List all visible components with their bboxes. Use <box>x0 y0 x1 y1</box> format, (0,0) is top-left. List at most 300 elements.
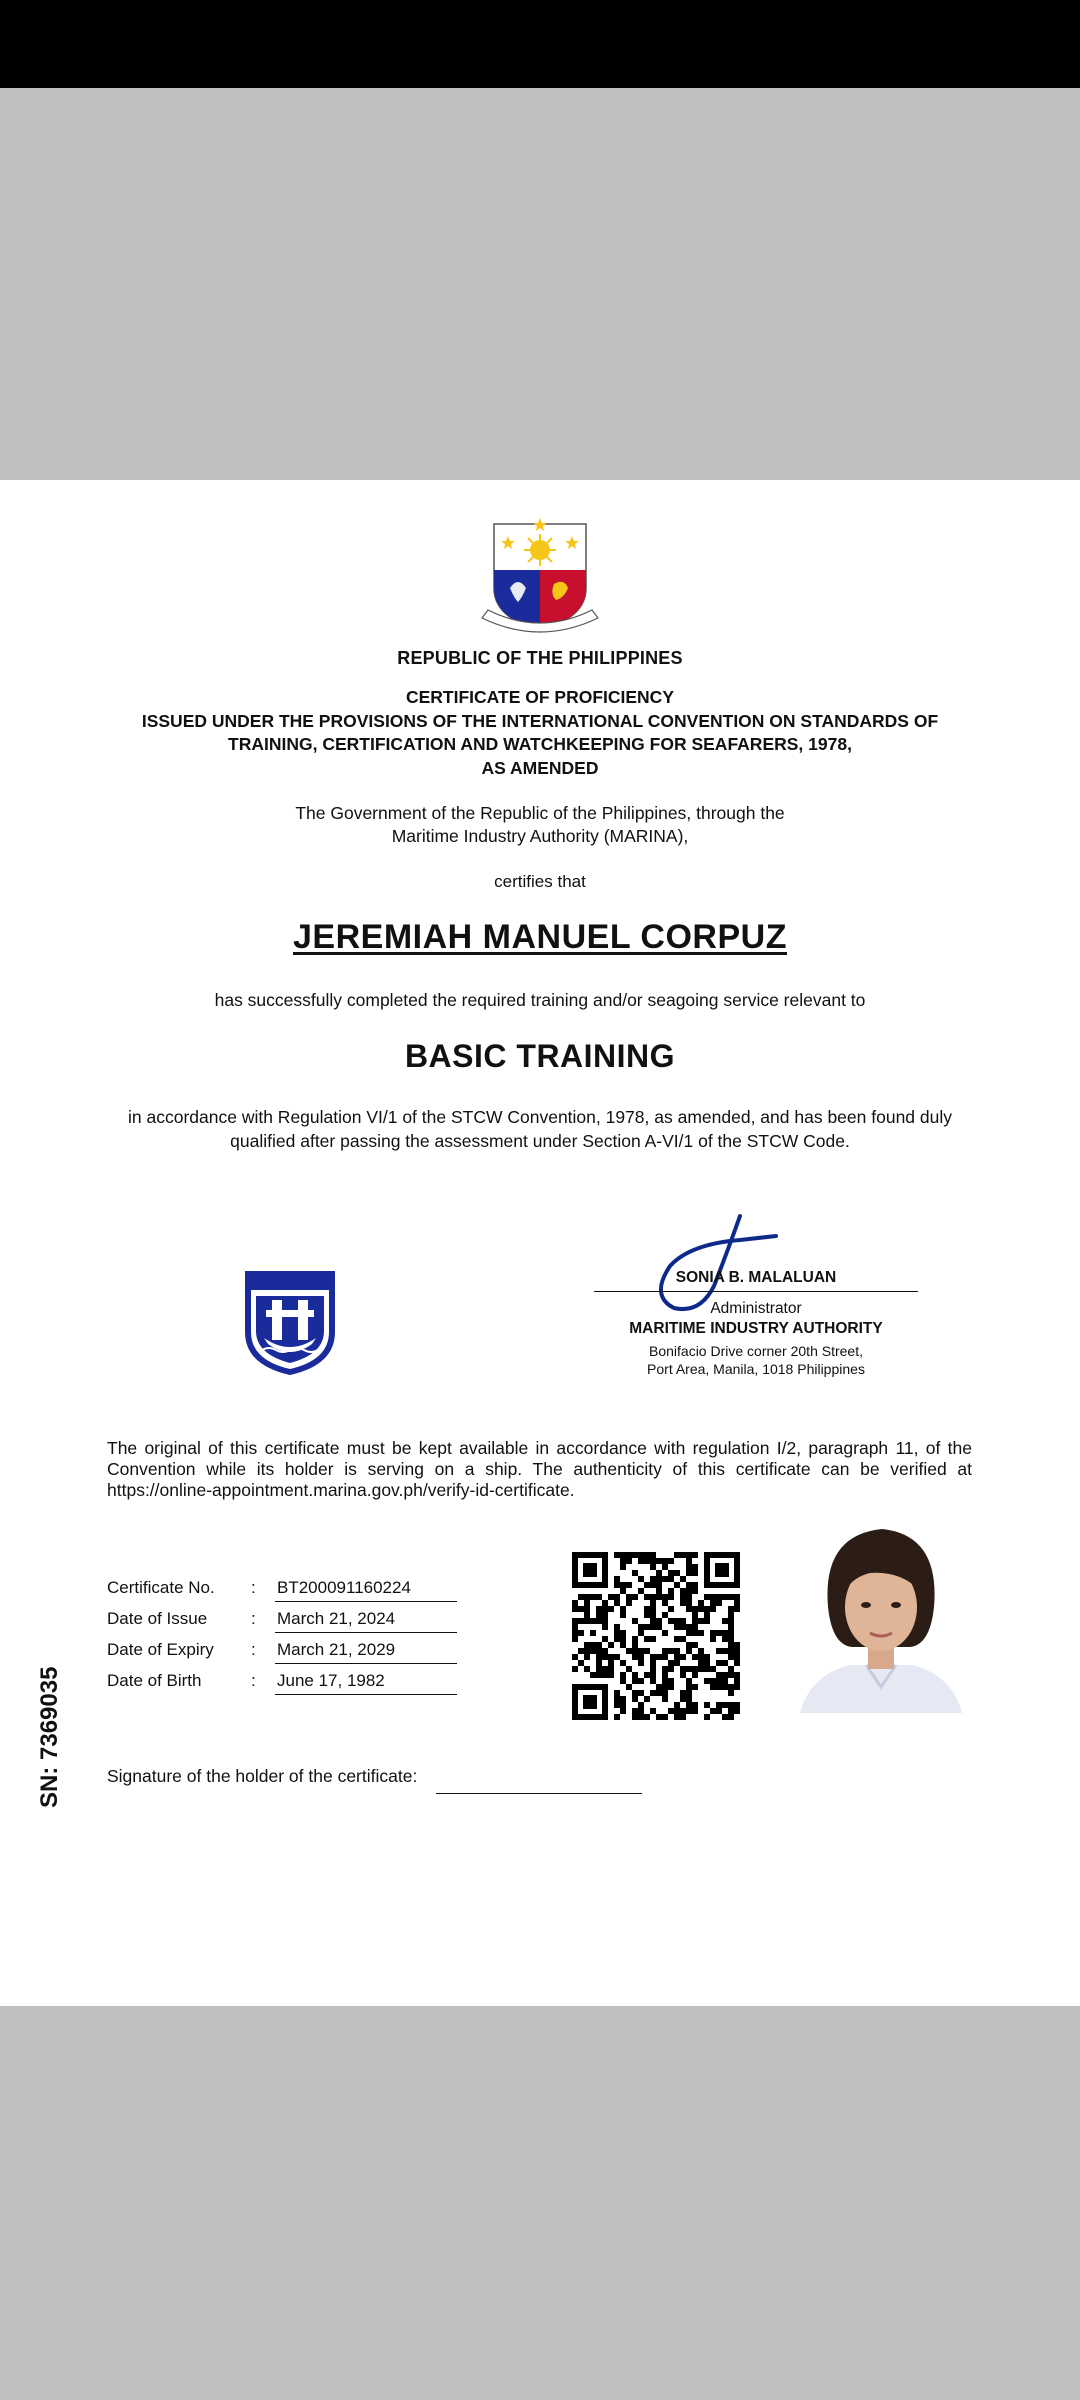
issued-line-1: ISSUED UNDER THE PROVISIONS OF THE INTERNATIONAL CONVENTION ON STANDARDS OF <box>141 710 939 731</box>
qr-module <box>572 1624 578 1630</box>
qr-module <box>668 1588 674 1594</box>
address-line-1: Bonifacio Drive corner 20th Street, <box>649 1343 863 1359</box>
issued-line-3: AS AMENDED <box>481 757 599 778</box>
qr-module <box>638 1660 644 1666</box>
qr-module <box>602 1624 608 1630</box>
qr-module <box>650 1558 656 1564</box>
qr-module <box>608 1594 614 1600</box>
qr-module <box>734 1594 740 1600</box>
qr-module <box>632 1642 638 1648</box>
qr-module <box>644 1612 650 1618</box>
qr-module <box>584 1606 590 1612</box>
qr-module <box>722 1618 728 1624</box>
qr-module <box>698 1600 704 1606</box>
qr-module <box>638 1690 644 1696</box>
qr-module <box>620 1612 626 1618</box>
qr-module <box>602 1654 608 1660</box>
qr-module <box>608 1606 614 1612</box>
qr-module <box>716 1672 722 1678</box>
qr-module <box>728 1666 734 1672</box>
detail-colon: : <box>251 1578 256 1597</box>
qr-module <box>608 1660 614 1666</box>
qr-module <box>662 1684 668 1690</box>
qr-module <box>722 1636 728 1642</box>
address-line-2: Port Area, Manila, 1018 Philippines <box>647 1361 865 1377</box>
qr-module <box>698 1660 704 1666</box>
qr-module <box>608 1666 614 1672</box>
qr-module <box>596 1654 602 1660</box>
qr-module <box>692 1708 698 1714</box>
qr-module <box>710 1594 716 1600</box>
qr-module <box>674 1660 680 1666</box>
qr-module <box>614 1594 620 1600</box>
qr-module <box>734 1648 740 1654</box>
qr-module <box>734 1702 740 1708</box>
completion-statement: has successfully completed the required training and/or seagoing service relevant to <box>214 990 866 1010</box>
qr-module <box>668 1558 674 1564</box>
qr-module <box>596 1666 602 1672</box>
qr-module <box>644 1594 650 1600</box>
qr-module <box>710 1600 716 1606</box>
qr-module <box>626 1684 632 1690</box>
signatory-address <box>594 1342 918 1378</box>
qr-module <box>692 1552 698 1558</box>
qr-module <box>704 1714 710 1720</box>
qr-module <box>686 1702 692 1708</box>
qr-module <box>680 1594 686 1600</box>
qr-module <box>572 1636 578 1642</box>
qr-module <box>668 1570 674 1576</box>
qr-module <box>608 1642 614 1648</box>
qr-module <box>632 1708 638 1714</box>
qr-module <box>644 1648 650 1654</box>
qr-module <box>614 1600 620 1606</box>
qr-module <box>602 1666 608 1672</box>
qr-module <box>662 1666 668 1672</box>
qr-module <box>668 1660 674 1666</box>
detail-value: BT200091160224 <box>277 1578 411 1597</box>
qr-module <box>704 1654 710 1660</box>
qr-module <box>590 1618 596 1624</box>
qr-module <box>698 1606 704 1612</box>
qr-module <box>644 1582 650 1588</box>
detail-underline <box>275 1601 457 1602</box>
qr-module <box>620 1708 626 1714</box>
qr-module <box>680 1654 686 1660</box>
qr-module <box>710 1684 716 1690</box>
qr-module <box>638 1558 644 1564</box>
qr-module <box>686 1570 692 1576</box>
qr-module <box>650 1618 656 1624</box>
qr-module <box>680 1576 686 1582</box>
qr-module <box>722 1672 728 1678</box>
qr-module <box>656 1588 662 1594</box>
qr-module <box>716 1660 722 1666</box>
qr-module <box>710 1678 716 1684</box>
qr-module <box>716 1684 722 1690</box>
qr-module <box>638 1702 644 1708</box>
qr-module <box>578 1660 584 1666</box>
qr-module <box>650 1678 656 1684</box>
qr-module <box>698 1648 704 1654</box>
qr-module <box>638 1576 644 1582</box>
qr-module <box>686 1666 692 1672</box>
qr-module <box>572 1600 578 1606</box>
qr-module <box>704 1594 710 1600</box>
qr-module <box>632 1618 638 1624</box>
qr-module <box>686 1630 692 1636</box>
qr-module <box>704 1678 710 1684</box>
qr-module <box>734 1672 740 1678</box>
qr-module <box>668 1684 674 1690</box>
qr-module <box>650 1636 656 1642</box>
philippine-coat-of-arms-icon <box>472 510 608 640</box>
detail-colon: : <box>251 1671 256 1690</box>
qr-module <box>614 1576 620 1582</box>
qr-module <box>614 1654 620 1660</box>
qr-module <box>692 1654 698 1660</box>
qr-module <box>650 1660 656 1666</box>
qr-module <box>650 1576 656 1582</box>
qr-module <box>668 1666 674 1672</box>
qr-module <box>596 1618 602 1624</box>
qr-module <box>644 1714 650 1720</box>
qr-module <box>614 1690 620 1696</box>
qr-module <box>704 1666 710 1672</box>
qr-module <box>722 1648 728 1654</box>
detail-label: Date of Issue <box>107 1609 208 1628</box>
qr-module <box>656 1624 662 1630</box>
detail-row <box>107 1665 467 1696</box>
qr-module <box>620 1564 626 1570</box>
qr-module <box>662 1564 668 1570</box>
qr-module <box>674 1624 680 1630</box>
qr-module <box>728 1630 734 1636</box>
qr-module <box>590 1648 596 1654</box>
qr-module <box>602 1672 608 1678</box>
qr-module <box>644 1672 650 1678</box>
certificate-document <box>0 480 1080 2006</box>
status-bar <box>0 0 1080 88</box>
qr-module <box>692 1672 698 1678</box>
qr-module <box>686 1582 692 1588</box>
qr-module <box>638 1648 644 1654</box>
qr-module <box>716 1648 722 1654</box>
qr-module <box>638 1654 644 1660</box>
qr-module <box>590 1642 596 1648</box>
qr-module <box>728 1672 734 1678</box>
detail-label: Certificate No. <box>107 1578 215 1597</box>
qr-module <box>614 1714 620 1720</box>
qr-module <box>656 1654 662 1660</box>
qr-module <box>620 1606 626 1612</box>
qr-module <box>686 1678 692 1684</box>
qr-module <box>590 1672 596 1678</box>
qr-module <box>656 1576 662 1582</box>
qr-module <box>578 1618 584 1624</box>
qr-module <box>596 1660 602 1666</box>
qr-module <box>620 1636 626 1642</box>
government-statement <box>0 802 1080 848</box>
qr-module <box>656 1594 662 1600</box>
qr-module <box>656 1582 662 1588</box>
qr-module <box>614 1696 620 1702</box>
government-line-1: The Government of the Republic of the Philippines, through the <box>295 803 785 823</box>
qr-module <box>614 1624 620 1630</box>
qr-module <box>680 1708 686 1714</box>
qr-module <box>680 1714 686 1720</box>
issued-line-2: TRAINING, CERTIFICATION AND WATCHKEEPING FOR SEAFARERS, 1978, <box>228 734 852 754</box>
qr-module <box>650 1690 656 1696</box>
qr-module <box>698 1666 704 1672</box>
detail-row <box>107 1634 467 1665</box>
holder-signature-line[interactable] <box>436 1793 642 1794</box>
qr-module <box>644 1558 650 1564</box>
qr-module <box>692 1618 698 1624</box>
qr-module <box>680 1618 686 1624</box>
qr-module <box>644 1606 650 1612</box>
qr-module <box>692 1702 698 1708</box>
qr-module <box>638 1714 644 1720</box>
qr-module <box>650 1672 656 1678</box>
qr-module <box>692 1666 698 1672</box>
detail-colon: : <box>251 1640 256 1659</box>
qr-module <box>590 1630 596 1636</box>
qr-module <box>722 1702 728 1708</box>
qr-module <box>710 1666 716 1672</box>
qr-module <box>674 1552 680 1558</box>
qr-module <box>716 1678 722 1684</box>
qr-module <box>686 1552 692 1558</box>
qr-module <box>620 1678 626 1684</box>
qr-module <box>584 1654 590 1660</box>
qr-module <box>692 1612 698 1618</box>
qr-module <box>650 1564 656 1570</box>
qr-module <box>644 1636 650 1642</box>
qr-module <box>680 1636 686 1642</box>
qr-module <box>710 1630 716 1636</box>
qr-module <box>686 1648 692 1654</box>
qr-module <box>638 1624 644 1630</box>
qr-module <box>680 1696 686 1702</box>
qr-module <box>668 1576 674 1582</box>
qr-module <box>674 1570 680 1576</box>
government-line-2: Maritime Industry Authority (MARINA), <box>391 826 689 846</box>
qr-module <box>728 1636 734 1642</box>
qr-module <box>674 1636 680 1642</box>
qr-module <box>638 1678 644 1684</box>
qr-module <box>674 1618 680 1624</box>
qr-module <box>632 1594 638 1600</box>
qr-module <box>704 1702 710 1708</box>
qr-module <box>698 1618 704 1624</box>
certificate-title: CERTIFICATE OF PROFICIENCY <box>405 687 674 707</box>
qr-module <box>602 1600 608 1606</box>
qr-module <box>638 1708 644 1714</box>
regulation-statement: in accordance with Regulation VI/1 of the STCW Convention, 1978, as amended, and has been found duly qualified after passing the assessment under Section A-VI/1 of the STCW Code. <box>128 1107 952 1151</box>
holder-photo <box>790 1515 972 1713</box>
qr-module <box>710 1636 716 1642</box>
qr-module <box>686 1588 692 1594</box>
qr-module <box>584 1612 590 1618</box>
qr-module <box>608 1672 614 1678</box>
marina-logo-icon <box>242 1268 338 1378</box>
qr-module <box>674 1702 680 1708</box>
qr-module <box>686 1564 692 1570</box>
qr-module <box>692 1684 698 1690</box>
qr-module <box>686 1684 692 1690</box>
qr-code-icon[interactable] <box>572 1552 740 1720</box>
qr-module <box>728 1618 734 1624</box>
qr-module <box>650 1708 656 1714</box>
qr-module <box>728 1708 734 1714</box>
qr-module <box>680 1588 686 1594</box>
qr-module <box>728 1690 734 1696</box>
detail-row <box>107 1603 467 1634</box>
qr-module <box>656 1684 662 1690</box>
qr-module <box>722 1660 728 1666</box>
qr-module <box>584 1594 590 1600</box>
qr-module <box>662 1612 668 1618</box>
qr-module <box>614 1552 620 1558</box>
qr-module <box>734 1606 740 1612</box>
qr-module <box>626 1600 632 1606</box>
detail-label: Date of Birth <box>107 1671 202 1690</box>
qr-module <box>680 1672 686 1678</box>
republic-heading: REPUBLIC OF THE PHILIPPINES <box>397 648 683 668</box>
holder-signature-label: Signature of the holder of the certificate: <box>107 1766 418 1786</box>
qr-module <box>620 1630 626 1636</box>
qr-module <box>728 1702 734 1708</box>
qr-module <box>656 1570 662 1576</box>
qr-module <box>686 1594 692 1600</box>
qr-module <box>692 1606 698 1612</box>
qr-module <box>596 1648 602 1654</box>
qr-module <box>620 1660 626 1666</box>
qr-module <box>650 1654 656 1660</box>
qr-module <box>626 1582 632 1588</box>
qr-module <box>572 1654 578 1660</box>
qr-module <box>572 1618 578 1624</box>
qr-module <box>704 1606 710 1612</box>
qr-module <box>686 1642 692 1648</box>
detail-value: March 21, 2029 <box>277 1640 396 1659</box>
qr-module <box>596 1672 602 1678</box>
detail-underline <box>275 1663 457 1664</box>
qr-module <box>710 1708 716 1714</box>
qr-module <box>632 1648 638 1654</box>
qr-module <box>596 1642 602 1648</box>
qr-module <box>686 1708 692 1714</box>
qr-module <box>728 1648 734 1654</box>
qr-module <box>692 1642 698 1648</box>
authenticity-notice: The original of this certificate must be kept available in accordance with regulation I/2, paragraph 11, of the Convention while its holder is serving on a ship. The authenticity of this certificate can be verified at https://online-appointment.marina.gov.ph/verify-id-certificate. <box>107 1438 972 1500</box>
qr-module <box>662 1654 668 1660</box>
qr-module <box>668 1678 674 1684</box>
qr-module <box>644 1696 650 1702</box>
qr-module <box>734 1642 740 1648</box>
qr-module <box>674 1582 680 1588</box>
qr-module <box>698 1630 704 1636</box>
qr-module <box>584 1642 590 1648</box>
qr-module <box>722 1678 728 1684</box>
qr-module <box>650 1600 656 1606</box>
qr-module <box>656 1714 662 1720</box>
qr-module <box>620 1552 626 1558</box>
qr-module <box>704 1618 710 1624</box>
qr-module <box>602 1648 608 1654</box>
qr-module <box>650 1594 656 1600</box>
qr-module <box>674 1648 680 1654</box>
qr-module <box>680 1552 686 1558</box>
qr-module <box>626 1558 632 1564</box>
qr-module <box>650 1612 656 1618</box>
qr-module <box>662 1678 668 1684</box>
qr-module <box>584 1600 590 1606</box>
qr-module <box>716 1600 722 1606</box>
qr-module <box>620 1702 626 1708</box>
qr-module <box>668 1618 674 1624</box>
signatory-name: SONIA B. MALALUAN <box>675 1269 837 1286</box>
qr-module <box>620 1672 626 1678</box>
signatory-organization: MARITIME INDUSTRY AUTHORITY <box>629 1320 883 1337</box>
qr-module <box>662 1696 668 1702</box>
qr-module <box>614 1702 620 1708</box>
qr-module <box>734 1684 740 1690</box>
qr-module <box>578 1606 584 1612</box>
qr-module <box>662 1558 668 1564</box>
qr-module <box>644 1624 650 1630</box>
qr-module <box>734 1678 740 1684</box>
qr-module <box>692 1630 698 1636</box>
qr-module <box>626 1666 632 1672</box>
qr-module <box>662 1672 668 1678</box>
qr-module <box>722 1684 728 1690</box>
detail-value: March 21, 2024 <box>277 1609 396 1628</box>
qr-module <box>662 1600 668 1606</box>
qr-module <box>662 1630 668 1636</box>
qr-module <box>668 1594 674 1600</box>
qr-module <box>596 1594 602 1600</box>
qr-module <box>674 1708 680 1714</box>
qr-module <box>584 1618 590 1624</box>
qr-module <box>662 1690 668 1696</box>
qr-module <box>686 1600 692 1606</box>
qr-module <box>692 1624 698 1630</box>
qr-module <box>632 1552 638 1558</box>
qr-module <box>602 1612 608 1618</box>
qr-module <box>734 1600 740 1606</box>
qr-module <box>632 1690 638 1696</box>
detail-row <box>107 1572 467 1603</box>
signature-line <box>594 1291 918 1292</box>
qr-module <box>686 1696 692 1702</box>
qr-module <box>668 1606 674 1612</box>
qr-module <box>716 1594 722 1600</box>
qr-module <box>656 1558 662 1564</box>
qr-module <box>602 1636 608 1642</box>
qr-module <box>662 1648 668 1654</box>
qr-module <box>650 1666 656 1672</box>
qr-module <box>620 1558 626 1564</box>
qr-module <box>722 1714 728 1720</box>
qr-module <box>716 1702 722 1708</box>
qr-module <box>686 1558 692 1564</box>
qr-module <box>620 1642 626 1648</box>
qr-module <box>656 1690 662 1696</box>
qr-module <box>716 1708 722 1714</box>
qr-module <box>656 1618 662 1624</box>
